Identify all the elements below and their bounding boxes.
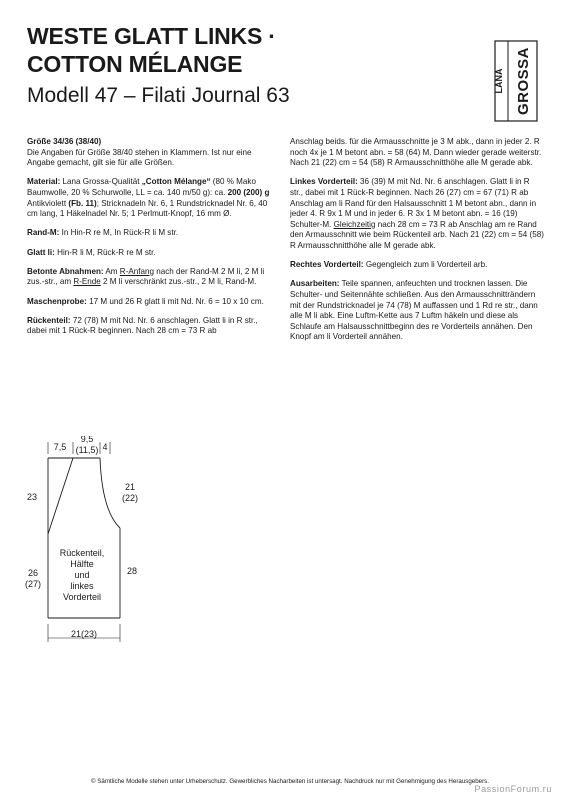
page-title-line1: WESTE GLATT LINKS · bbox=[27, 23, 276, 49]
dim-top-mid: 9,5 bbox=[80, 436, 94, 444]
rechtes-label: Rechtes Vorderteil: bbox=[290, 260, 364, 270]
diagram-label-line: Hälfte bbox=[70, 559, 94, 569]
material-label: Material: bbox=[27, 177, 61, 187]
betonte-label: Betonte Abnahmen: bbox=[27, 266, 104, 276]
material-text-3: Antikviolett bbox=[27, 198, 69, 208]
linkes-label: Linkes Vorderteil: bbox=[290, 177, 358, 187]
ausarbeiten-text: Teile spannen, anfeuchten und trocknen lassen. Die Schulter- und Seitennähte schließen. Aus den Armausschnitträndern mit der Rundstricknadel je 74 (78) M auffassen und 1 Rd re str., dann alle M li abk. Eine Luftm-Kette aus 7 Luftm häkeln und diese als Schlaufe am Halsausschnittbeginn des re Vorderteils annähen. Den Knopf am li Vorderteil annähen. bbox=[290, 279, 538, 342]
material-amount: 200 (200) g bbox=[227, 187, 270, 197]
rueckenteil-continued: Anschlag beids. für die Armausschnitte je 3 M abk., dann in jeder 2. R noch 4x je 1 M betont abn. = 58 (64) M. Dann wieder gerade weiterstr. Nach 21 (22) cm = 54 (58) R Armausschnitthöhe alle M gerade abk. bbox=[290, 137, 542, 168]
betonte-text-3: 2 M li verschränkt zus.-str., 2 M li, Rand-M. bbox=[100, 277, 257, 287]
section-linkes-vorderteil bbox=[290, 177, 544, 251]
diagram-label-line: linkes bbox=[70, 581, 94, 591]
linkes-text-2: nach 28 cm = 73 R ab Anschlag am re Rand den Armausschnitt wie beim Rückenteil arb. Nach 21 (22) cm = 54 (58) R Armausschnitthöhe alle M gerade abk. bbox=[290, 219, 544, 250]
page-title-line2: COTTON MÉLANGE bbox=[27, 51, 243, 77]
svg-text:LANA: LANA bbox=[494, 68, 504, 94]
material-color-code: (Fb. 11) bbox=[68, 198, 97, 208]
instructions-left-column bbox=[27, 137, 279, 345]
betonte-r-anfang: R-Anfang bbox=[119, 266, 154, 276]
ausarbeiten-label: Ausarbeiten: bbox=[290, 279, 340, 289]
betonte-r-ende: R-Ende bbox=[73, 277, 101, 287]
glatt-li-text: Hin-R li M, Rück-R re M str. bbox=[54, 247, 156, 257]
rand-m-text: In Hin-R re M, In Rück-R li M str. bbox=[59, 228, 179, 238]
dim-left-lower-alt: (27) bbox=[24, 579, 42, 589]
maschenprobe-text: 17 M und 26 R glatt li mit Nd. Nr. 6 = 10 x 10 cm. bbox=[86, 296, 264, 306]
betonte-text-2: nach der Rand-M 2 M li, 2 M li zus.-str., am bbox=[27, 266, 265, 287]
diagram-label-line: Rückenteil, bbox=[59, 548, 105, 558]
dim-left-upper: 23 bbox=[26, 492, 38, 502]
section-rand-m bbox=[27, 228, 279, 239]
copyright-footer: © Sämtliche Modelle stehen unter Urheberschutz. Gewerbliches Nacharbeiten ist untersagt. Nachdruck nur mit Genehmigung des Herausgebers. bbox=[90, 778, 489, 785]
rueckenteil-text: 72 (78) M mit Nd. Nr. 6 anschlagen. Glatt li in R str., dabei mit 1 Rück-R beginnen. Nach 28 cm = 73 R ab bbox=[27, 315, 258, 336]
section-rechtes-vorderteil bbox=[290, 260, 544, 271]
glatt-li-label: Glatt li: bbox=[27, 247, 55, 257]
diagram-label-line: und bbox=[74, 570, 90, 580]
dim-bottom: 21(23) bbox=[70, 629, 98, 639]
section-ausarbeiten bbox=[290, 279, 544, 343]
dim-right-upper: 21 bbox=[124, 482, 136, 492]
material-text-1: Lana Grossa-Qualität bbox=[60, 177, 142, 187]
material-text-2: (80 % Mako Baumwolle, 20 % Schurwolle, LL = ca. 140 m/50 g): ca. bbox=[27, 177, 256, 197]
section-glatt-li bbox=[27, 248, 279, 259]
instructions-right-column bbox=[290, 137, 544, 351]
dim-left-lower: 26 bbox=[27, 568, 39, 578]
betonte-text-1: Am bbox=[103, 266, 120, 276]
dim-top-mid-alt: (11,5) bbox=[75, 445, 99, 455]
section-material bbox=[27, 177, 279, 219]
schnitt-diagram bbox=[20, 436, 170, 650]
rand-m-label: Rand-M: bbox=[27, 228, 60, 238]
watermark: PassionForum.ru bbox=[474, 784, 552, 794]
rechtes-text: Gegengleich zum li Vorderteil arb. bbox=[363, 260, 488, 270]
lana-grossa-logo bbox=[494, 40, 538, 122]
material-quality: „Cotton Mélange“ bbox=[141, 177, 211, 187]
linkes-gleichzeitig: Gleichzeitig bbox=[333, 219, 376, 229]
groesse-text: Die Angaben für Größe 38/40 stehen in Klammern. Ist nur eine Angabe gemacht, gilt sie für alle Größen. bbox=[27, 147, 252, 168]
dim-right-upper-alt: (22) bbox=[121, 493, 139, 503]
section-rueckenteil bbox=[27, 316, 279, 337]
linkes-text-1: 36 (39) M mit Nd. Nr. 6 anschlagen. Glatt li in R str., dabei mit 1 Rück-R beginnen. Nach 26 (27) cm = 67 (71) R ab Anschlag am li Rand für den Halsausschnitt 1 M betont abn., dann in jeder 4. R 9x 1 M und in jeder 6. R 3x 1 M betont abn. = 16 (19) Schulter-M. bbox=[290, 177, 537, 229]
groesse-label: Größe 34/36 (38/40) bbox=[27, 137, 102, 146]
maschenprobe-label: Maschenprobe: bbox=[27, 296, 87, 306]
diagram-label-line: Vorderteil bbox=[62, 592, 102, 602]
dim-right-lower: 28 bbox=[126, 566, 138, 576]
dimension-lines bbox=[48, 442, 120, 642]
svg-text:GROSSA: GROSSA bbox=[514, 46, 532, 116]
section-betonte-abnahmen bbox=[27, 267, 279, 288]
section-groesse bbox=[27, 137, 279, 169]
page-subtitle: Modell 47 – Filati Journal 63 bbox=[27, 84, 290, 107]
dim-top-right: 4 bbox=[102, 442, 108, 452]
dim-top-left: 7,5 bbox=[53, 442, 67, 452]
section-maschenprobe bbox=[27, 297, 279, 308]
rueckenteil-label: Rückenteil: bbox=[27, 315, 71, 325]
material-text-4: ; Stricknadeln Nr. 6, 1 Rundstricknadel Nr. 6, 40 cm lang, 1 Häkelnadel Nr. 5; 1 Perlmutt-Knopf, 16 mm Ø. bbox=[27, 198, 268, 219]
